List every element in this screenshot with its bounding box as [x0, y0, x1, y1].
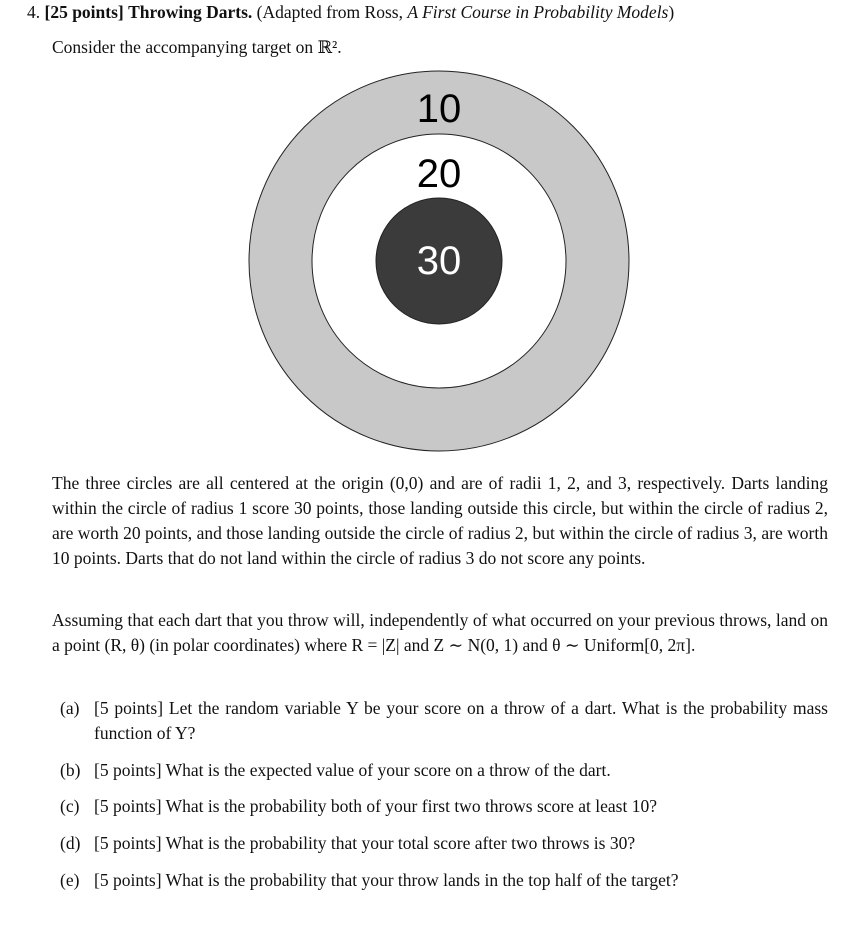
problem-points: [25 points] [44, 2, 124, 22]
intro-text: Consider the accompanying target on ℝ². [52, 37, 342, 57]
question-label: (c) [60, 796, 80, 816]
question-a [52, 696, 828, 746]
paragraph-assumptions: Assuming that each dart that you throw will, independently of what occurred on your previous throws, land on a point (R, θ) (in polar coordinates) where R = |Z| and Z ∼ N(0, 1) and θ ∼ Uniform[0, 2π]. [52, 610, 828, 655]
question-label: (d) [60, 833, 81, 853]
question-label: (a) [60, 698, 80, 718]
question-b [52, 758, 828, 783]
paragraph-rules: The three circles are all centered at the origin (0,0) and are of radii 1, 2, and 3, respectively. Darts landing within the circle of radius 1 score 30 points, those landing outside this circle, but within the circle of radius 2, are worth 20 points, and those landing outside the circle of radius 2, but within the circle of radius 3, are worth 10 points. Darts that do not land within the circle of radius 3 do not score any points. [52, 473, 828, 568]
label-20: 20 [416, 152, 462, 196]
dartboard-target [0, 0, 854, 460]
question-e [52, 868, 828, 893]
question-c [52, 794, 828, 819]
problem-title: Throwing Darts. [128, 2, 253, 22]
label-10: 10 [416, 87, 462, 131]
question-text: [5 points] What is the expected value of your score on a throw of the dart. [94, 760, 611, 780]
question-text: [5 points] Let the random variable Y be your score on a throw of a dart. What is the probability mass function of Y? [94, 698, 828, 743]
question-label: (e) [60, 870, 80, 890]
problem-number: 4. [27, 2, 41, 22]
label-30: 30 [416, 239, 462, 283]
question-d [52, 831, 828, 856]
question-text: [5 points] What is the probability that your total score after two throws is 30? [94, 833, 636, 853]
book-title: A First Course in Probability Models [407, 2, 669, 22]
source-suffix: ) [668, 2, 675, 22]
question-text: [5 points] What is the probability that your throw lands in the top half of the target? [94, 870, 679, 890]
source-prefix: (Adapted from Ross, [256, 2, 403, 22]
question-text: [5 points] What is the probability both of your first two throws score at least 10? [94, 796, 657, 816]
question-label: (b) [60, 760, 81, 780]
